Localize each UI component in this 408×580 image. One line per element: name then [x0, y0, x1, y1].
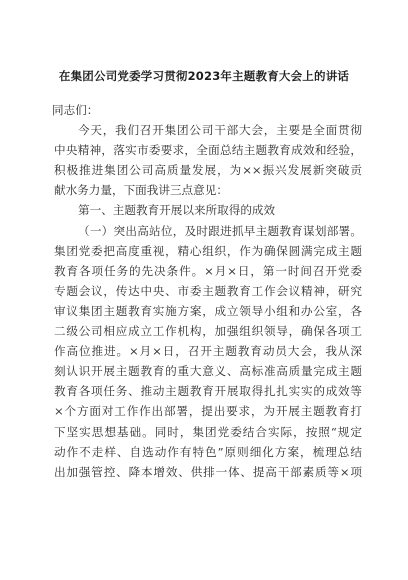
paragraph-line: 刻认识开展主题教育的重大意义、高标准高质量完成主题: [54, 364, 362, 379]
paragraph-line: ×个方面对工作作出部署，提出要求，为开展主题教育打: [54, 404, 362, 419]
section-heading: 第一、主题教育开展以来所取得的成效: [78, 203, 276, 218]
document-title: 在集团公司党委学习贯彻2023年主题教育大会上的讲话: [58, 69, 350, 83]
paragraph-line: 中央精神，落实市委要求，全面总结主题教育成效和经验，: [54, 143, 362, 158]
paragraph-line: 积极推进集团公司高质量发展，为××振兴发展新突破贡: [54, 163, 362, 178]
paragraph-line: 教育各项任务、推动主题教育开展取得扎扎实实的成效等: [54, 384, 362, 399]
paragraph-line: 今天，我们召开集团公司干部大会，主要是全面贯彻: [78, 123, 362, 138]
subsection-heading: （一）突出高站位，及时跟进抓早主题教育谋划部署。: [78, 223, 362, 238]
paragraph-line: 专题会议，传达中央、市委主题教育工作会议精神，研究: [54, 283, 362, 298]
paragraph-line: 教育各项任务的先决条件。×月×日，第一时间召开党委: [54, 263, 362, 278]
document-body: [54, 100, 362, 482]
paragraph-line: 下坚实思想基础。同时，集团党委结合实际，按照“规定: [54, 424, 362, 439]
paragraph-line: 集团党委把高度重视，精心组织，作为确保圆满完成主题: [54, 243, 362, 258]
salutation: 同志们：: [52, 103, 99, 117]
paragraph-line: 出加强管控、降本增效、供排一体、提高干部素质等×项: [54, 464, 362, 479]
paragraph-line: 作高位推进。×月×日，召开主题教育动员大会，我从深: [54, 344, 362, 359]
paragraph-line: 动作不走样、自选动作有特色”原则细化方案，梳理总结: [54, 444, 362, 459]
paragraph-line: 献水务力量，下面我讲三点意见：: [54, 183, 228, 198]
paragraph-line: 审议集团主题教育实施方案，成立领导小组和办公室，各: [54, 303, 362, 318]
paragraph-line: 二级公司相应成立工作机构，加强组织领导，确保各项工: [54, 324, 362, 339]
